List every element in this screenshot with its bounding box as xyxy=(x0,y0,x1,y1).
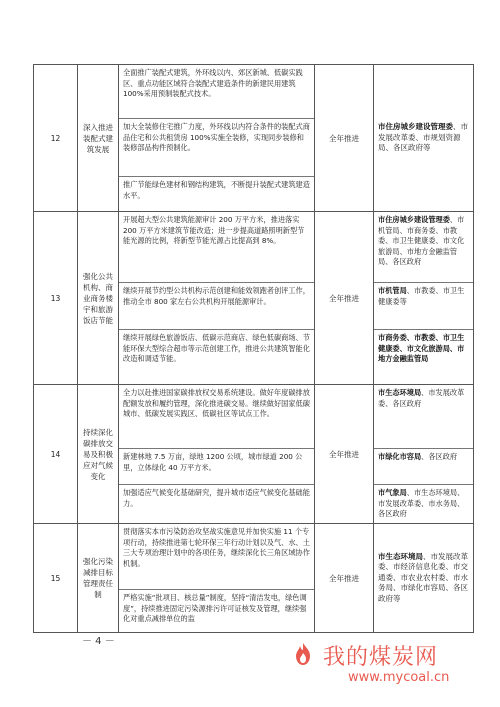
dept-block xyxy=(374,385,473,449)
other-depts: 、市生态环境局、市发展改革委、市水务局、各区政府 xyxy=(378,488,465,518)
content-item: 加大全装修住宅推广力度，外环线以内符合条件的装配式商品住宅和公共租赁房 100%实施全装修，实现同步装修和装修部品构件预制化。 xyxy=(119,119,314,177)
row-number: 13 xyxy=(34,212,78,385)
content-item: 全面推广装配式建筑，外环线以内、郊区新城、低碳实践区、重点功能区域符合装配式建造条件的新建民用建筑 100%采用预制装配式技术。 xyxy=(119,65,314,119)
lead-dept: 市生态环境局 xyxy=(378,551,423,561)
table-row xyxy=(34,65,474,212)
task-name: 强化公共机构、商业商务楼宇和旅游饭店节能 xyxy=(78,212,119,385)
task-name: 强化污染减排目标管理责任制 xyxy=(78,524,119,633)
responsible-dept xyxy=(374,524,474,633)
other-depts: 、市教委、市卫生健康委等 xyxy=(378,286,465,306)
table-row xyxy=(34,385,474,524)
content-item: 贯彻落实本市污染防治攻坚战实施意见并加快实施 11 个专项行动，持续推进第七轮环保三年行动计划以及气、水、土三大专项治理计划中的各项任务，继续深化长三角区域协作机制。 xyxy=(119,524,314,590)
responsible-dept xyxy=(374,212,474,385)
time-period: 全年推进 xyxy=(315,212,374,385)
other-depts: 、各区政府 xyxy=(421,452,458,461)
dept-block xyxy=(374,485,473,523)
other-depts: 、市发展改革委、各区政府 xyxy=(378,388,465,408)
other-depts: 、市发展改革委、市规划资源局、各区政府等 xyxy=(378,122,468,153)
dept-block xyxy=(374,283,473,330)
task-name: 深入推进装配式建筑发展 xyxy=(78,65,119,212)
responsible-dept xyxy=(374,385,474,524)
lead-dept: 市住房城乡建设管理委 xyxy=(378,122,453,132)
content-item: 继续开展节约型公共机构示范创建和能效领跑者创评工作，推动全市 800 家左右公共机构开展能源审计。 xyxy=(119,283,314,330)
watermark-url: www.mycoal.cn xyxy=(348,670,450,685)
task-content xyxy=(119,212,315,385)
task-content xyxy=(119,385,315,524)
row-number: 12 xyxy=(34,65,78,212)
lead-dept: 市生态环境局 xyxy=(378,388,422,397)
task-name: 持续深化碳排放交易及积极应对气候变化 xyxy=(78,385,119,524)
table-row xyxy=(34,524,474,633)
flame-logo-icon xyxy=(290,641,316,667)
table-row xyxy=(34,212,474,385)
other-depts: 、市机管局、市商务委、市教委、市卫生健康委、市文化旅游局、市地方金融监管局、各区政府 xyxy=(378,215,465,266)
dept-block xyxy=(374,330,473,384)
lead-dept: 市气象局 xyxy=(378,488,407,497)
task-content xyxy=(119,65,315,212)
content-item: 全力以赴推进国家碳排放权交易系统建设。做好年度碳排放配额发放和履约管理，深化推进碳交易。继续做好国家低碳城市、低碳发展实践区、低碳社区等试点工作。 xyxy=(119,385,314,449)
task-content xyxy=(119,524,315,633)
time-period: 全年推进 xyxy=(315,524,374,633)
row-number: 15 xyxy=(34,524,78,633)
content-item: 推广节能绿色建材和钢结构建筑，不断提升装配式建筑建造水平。 xyxy=(123,180,310,200)
lead-dept: 市机管局 xyxy=(378,286,407,295)
page-number: － 4 － xyxy=(82,636,115,647)
content-item: 严格实施“批项目、核总量”制度，坚持“清洁发电，绿色调度”，持续推进固定污染源排污许可证核发及管理，继续强化对重点减排单位的监 xyxy=(123,593,307,623)
lead-dept: 市商务委、市教委、市卫生健康委、市文化旅游局、市地方金融监管局 xyxy=(378,333,465,363)
content-item: 开展超大型公共建筑能源审计 200 万平方米，推进落实 200 万平方米建筑节能改造；进一步提高道路照明新型节能光源的比例，将新型节能光源占比提高到 8%。 xyxy=(119,212,314,283)
time-period: 全年推进 xyxy=(315,65,374,212)
time-period: 全年推进 xyxy=(315,385,374,524)
content-item: 加强适应气候变化基础研究，提升城市适应气候变化基础能力。 xyxy=(123,488,310,508)
other-depts: 、市发展改革委、市经济信息化委、市交通委、市农业农村委、市水务局、市绿化市容局、各区政府等 xyxy=(378,551,468,603)
dept-block xyxy=(374,212,473,283)
lead-dept: 市绿化市容局 xyxy=(378,452,422,461)
content-item: 继续开展绿色旅游饭店、低碳示范商店、绿色低碳商场、节能环保大型综合超市等示范创建工作，推进公共建筑智能化改造和调适节能。 xyxy=(123,333,310,363)
responsible-dept xyxy=(374,65,474,212)
content-item: 新建林地 7.5 万亩，绿地 1200 公顷，城市绿道 200 公里，立体绿化 40 万平方米。 xyxy=(119,449,314,485)
lead-dept: 市住房城乡建设管理委 xyxy=(378,215,450,224)
watermark-title: 我的煤炭网 xyxy=(323,645,439,670)
dept-block xyxy=(374,449,473,485)
row-number: 14 xyxy=(34,385,78,524)
task-table xyxy=(33,64,474,633)
